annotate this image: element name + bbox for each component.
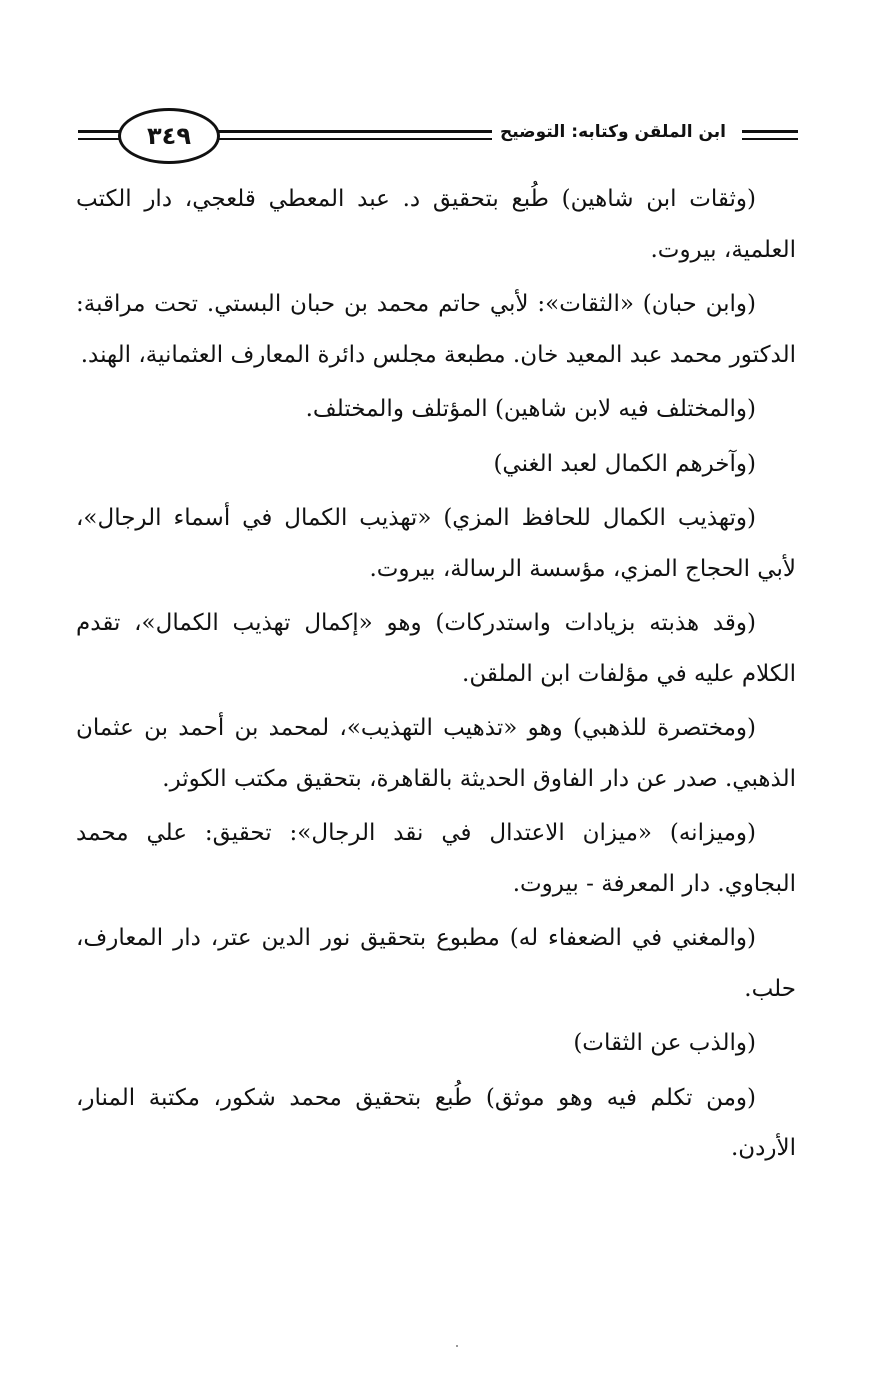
page-body — [76, 174, 796, 1178]
paragraph: (وتهذيب الكمال للحافظ المزي) «تهذيب الكمال في أسماء الرجال»، لأبي الحجاج المزي، مؤسسة الرسالة، بيروت. — [76, 505, 796, 582]
paragraph: (وميزانه) «ميزان الاعتدال في نقد الرجال»: تحقيق: علي محمد البجاوي. دار المعرفة - بيروت. — [76, 820, 796, 897]
paragraph: (والمختلف فيه لابن شاهين) المؤتلف والمختلف. — [305, 396, 756, 422]
paragraph: (وابن حبان) «الثقات»: لأبي حاتم محمد بن حبان البستي. تحت مراقبة: الدكتور محمد عبد المعيد خان. مطبعة مجلس دائرة المعارف العثمانية، الهند. — [76, 291, 796, 368]
running-title: ابن الملقن وكتابه: التوضيح — [492, 122, 734, 142]
paragraph: (والمغني في الضعفاء له) مطبوع بتحقيق نور الدين عتر، دار المعارف، حلب. — [76, 925, 796, 1002]
header-rule-right-top — [742, 130, 798, 133]
page-number-badge — [118, 108, 220, 164]
paragraph: (ومن تكلم فيه وهو موثق) طُبع بتحقيق محمد شكور، مكتبة المنار، الأردن. — [76, 1084, 796, 1161]
page-number: ٣٤٩ — [147, 122, 191, 150]
scan-speck — [456, 1345, 458, 1347]
page-header — [78, 108, 798, 162]
paragraph: (والذب عن الثقات) — [573, 1030, 756, 1056]
paragraph: (وآخرهم الكمال لعبد الغني) — [493, 450, 756, 477]
header-rule-middle-top — [208, 130, 502, 133]
header-rule-left-top — [78, 130, 124, 133]
header-rule-left-bottom — [78, 138, 124, 140]
header-rule-middle-bottom — [208, 138, 502, 140]
paragraph: (وقد هذبته بزيادات واستدركات) وهو «إكمال تهذيب الكمال»، تقدم الكلام عليه في مؤلفات ابن الملقن. — [76, 610, 796, 687]
paragraph: (وثقات ابن شاهين) طُبع بتحقيق د. عبد المعطي قلعجي، دار الكتب العلمية، بيروت. — [76, 186, 796, 263]
paragraph: (ومختصرة للذهبي) وهو «تذهيب التهذيب»، لمحمد بن أحمد بن عثمان الذهبي. صدر عن دار الفاوق الحديثة بالقاهرة، بتحقيق مكتب الكوثر. — [76, 715, 796, 792]
header-rule-right-bottom — [742, 138, 798, 140]
